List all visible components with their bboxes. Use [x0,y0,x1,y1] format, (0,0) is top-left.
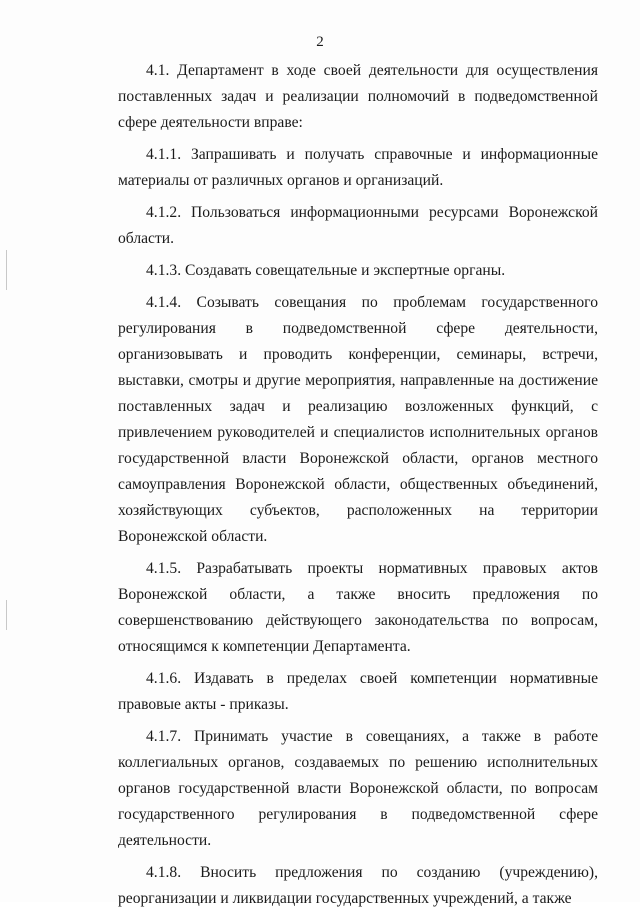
paragraph-4-1-6: 4.1.6. Издавать в пределах своей компетенции нормативные правовые акты - приказы. [118,670,598,713]
paragraph-4-1-3: 4.1.3. Создавать совещательные и экспертные органы. [146,262,506,279]
paragraph-4-1-2: 4.1.2. Пользоваться информационными ресурсами Воронежской области. [118,204,598,247]
scan-artifact [6,600,7,630]
paragraph-4-1-5: 4.1.5. Разрабатывать проекты нормативных правовых актов Воронежской области, а также вносить предложения по совершенствованию действующего законодательства по вопросам, относящимся к компетенции Департамента. [118,560,598,655]
page-number: 2 [316,34,324,50]
paragraph-4-1-7: 4.1.7. Принимать участие в совещаниях, а также в работе коллегиальных органов, создаваемых по решению исполнительных органов государственной власти Воронежской области, по вопросам государственного регулирования в подведомственной сфере деятельности. [118,728,598,849]
paragraph-4-1-1: 4.1.1. Запрашивать и получать справочные и информационные материалы от различных органов и организаций. [118,146,598,189]
scan-artifact [6,250,7,290]
paragraph-4-1-4: 4.1.4. Созывать совещания по проблемам государственного регулирования в подведомственной сфере деятельности, организовывать и проводить конференции, семинары, встречи, выставки, смотры и другие мероприятия, направленные на достижение поставленных задач и реализацию возложенных функций, с привлечением руководителей и специалистов исполнительных органов государственной власти Воронежской области, органов местного самоуправления Воронежской области, общественных объединений, хозяйствующих субъектов, расположенных на территории Воронежской области. [118,294,598,545]
document-body [118,58,598,918]
paragraph-4-1: 4.1. Департамент в ходе своей деятельности для осуществления поставленных задач и реализации полномочий в подведомственной сфере деятельности вправе: [118,62,598,131]
paragraph-4-1-8: 4.1.8. Вносить предложения по созданию (учреждению), реорганизации и ликвидации государственных учреждений, а также [118,864,598,907]
